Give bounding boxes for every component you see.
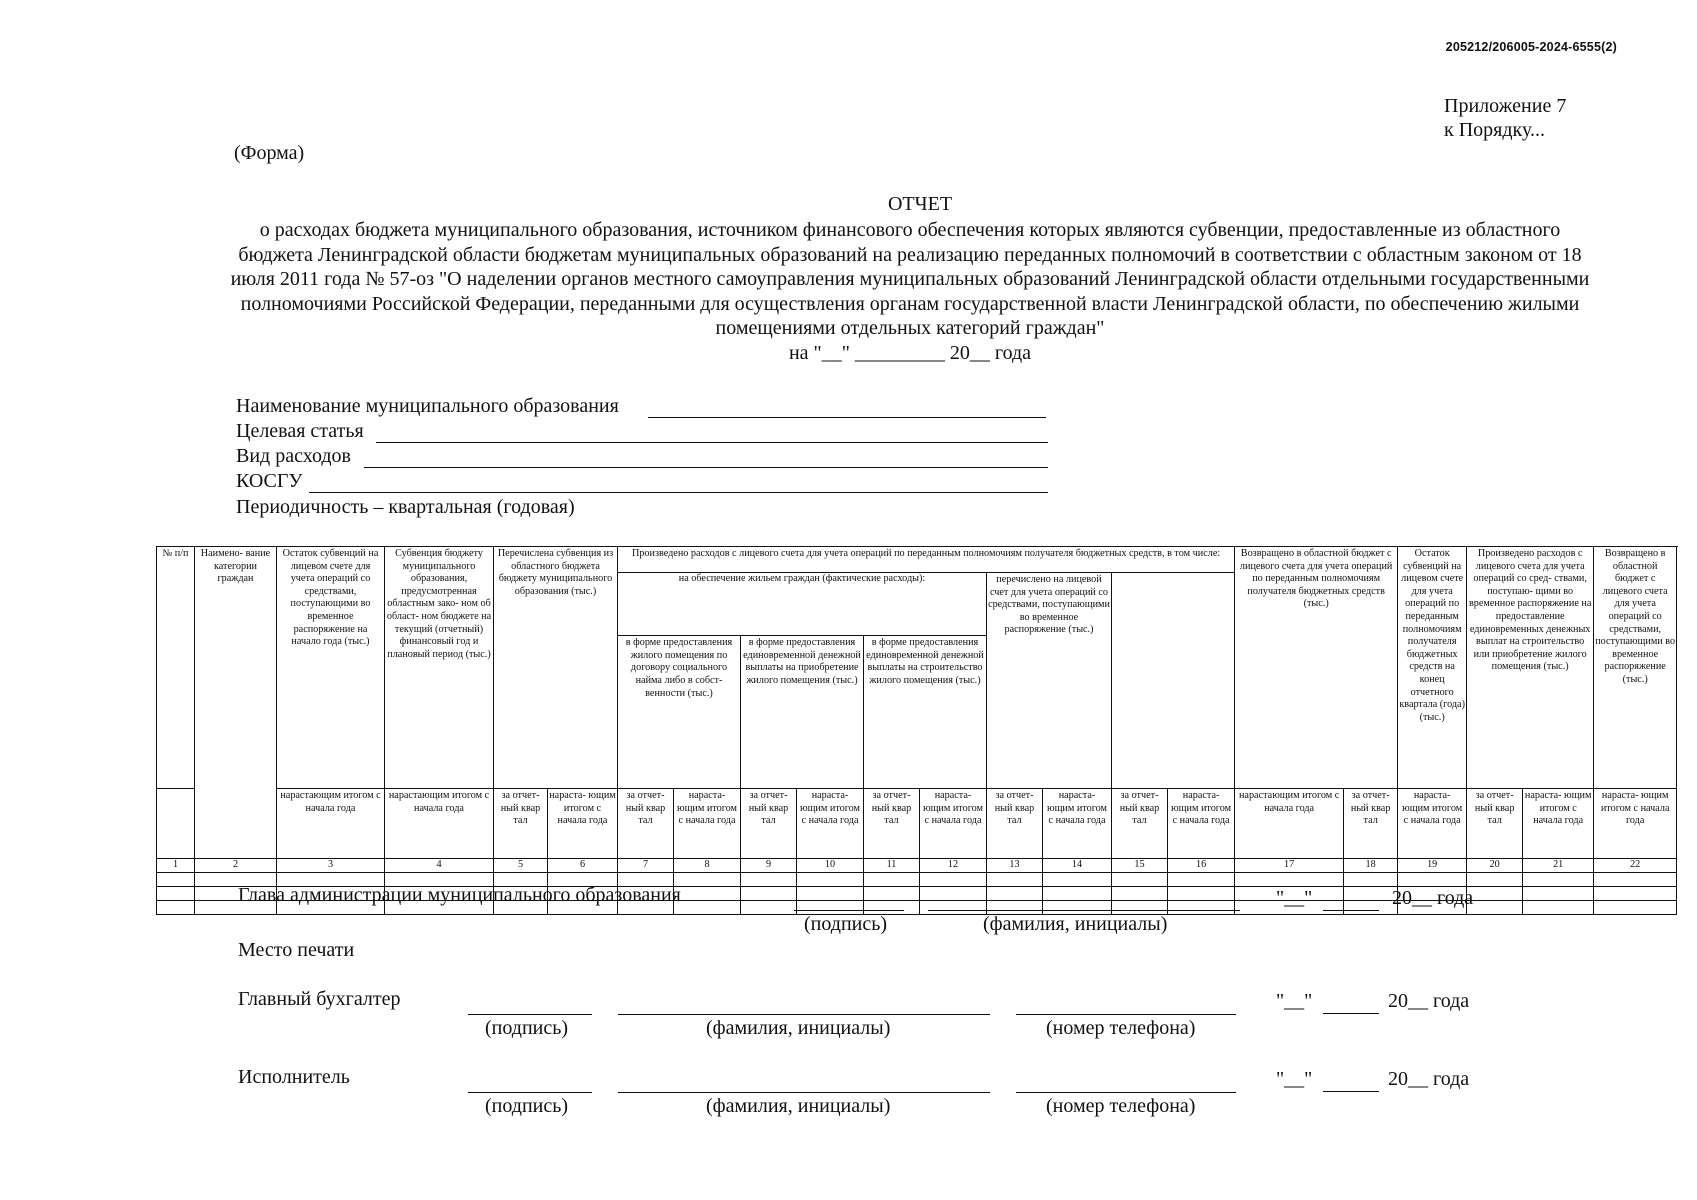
report-subtitle-text: о расходах бюджета муниципального образования, источником финансового обеспечения которых являются субвенции, предоставленные из областного бюджета Ленинградской области бюджетам муниципальных образований на реализацию переданных полномочий в соответствии с областным законом от 18 июля 2011 года № 57-оз "О наделении органов местного самоуправления муниципальных образований Ленинградской области отдельными государственными полномочиями Российской Федерации, переданными для осуществления органам государственной власти Ленинградской области, по обеспечению жилыми помещениями отдельных категорий граждан" bbox=[230, 219, 1590, 339]
header-purchase: в форме предоставления единовременной денежной выплаты на приобретение жилого помещения (тыс.) bbox=[741, 636, 864, 789]
colnum-7: 7 bbox=[618, 859, 674, 873]
sig-head-date-quote: "__" bbox=[1276, 887, 1313, 909]
sub-c6: нараста- ющим итогом с начала года bbox=[548, 789, 618, 859]
sig-executor-sign-caption: (подпись) bbox=[485, 1095, 569, 1117]
sub-c13: за отчет- ный квар тал bbox=[987, 789, 1043, 859]
form-label: (Форма) bbox=[234, 142, 305, 164]
colnum-10: 10 bbox=[797, 859, 864, 873]
sub-c20: за отчет- ный квар тал bbox=[1467, 789, 1523, 859]
sig-accountant-date-year: 20__ года bbox=[1388, 990, 1470, 1012]
sig-head-sign-line bbox=[794, 910, 904, 911]
sub-c21: нараста- ющим итогом с начала года bbox=[1523, 789, 1594, 859]
sub-num-blank bbox=[157, 789, 195, 859]
colnum-3: 3 bbox=[277, 859, 385, 873]
colnum-8: 8 bbox=[674, 859, 741, 873]
report-date-line: на "__" _________ 20__ года bbox=[788, 341, 1032, 364]
sub-c22: нараста- ющим итогом с начала года bbox=[1594, 789, 1677, 859]
header-category: Наимено- вание категории граждан bbox=[195, 547, 277, 859]
sub-c17: нарастающим итогом с начала года bbox=[1235, 789, 1344, 859]
sig-head-fio-line bbox=[928, 910, 1240, 911]
sig-executor-date-quote: "__" bbox=[1276, 1068, 1313, 1090]
sub-c18: за отчет- ный квар тал bbox=[1344, 789, 1398, 859]
sub-c11: за отчет- ный квар тал bbox=[864, 789, 920, 859]
colnum-4: 4 bbox=[385, 859, 494, 873]
sig-executor-fio-caption: (фамилия, инициалы) bbox=[706, 1095, 891, 1117]
field-periodicity: Периодичность – квартальная (годовая) bbox=[236, 496, 575, 518]
colnum-17: 17 bbox=[1235, 859, 1344, 873]
sig-head-fio-caption: (фамилия, инициалы) bbox=[983, 913, 1168, 935]
sig-head-date-year: 20__ года bbox=[1392, 887, 1474, 909]
appendix-block bbox=[1444, 94, 1566, 142]
sig-executor-date-year: 20__ года bbox=[1388, 1068, 1470, 1090]
sig-accountant-phone-line bbox=[1016, 1014, 1236, 1015]
header-housing: на обеспечение жильем граждан (фактические расходы): bbox=[618, 573, 987, 636]
field-kosgu-line bbox=[309, 492, 1048, 493]
appendix-line1: Приложение 7 bbox=[1444, 95, 1567, 117]
sub-c3: нарастающим итогом с начала года bbox=[277, 789, 385, 859]
report-table bbox=[156, 546, 1677, 915]
header-returned-temp: Возвращено в областной бюджет с лицевого счета для учета операций со средствами, поступающими во временное распоряжение (тыс.) bbox=[1594, 547, 1677, 789]
sub-c5: за отчет- ный квар тал bbox=[494, 789, 548, 859]
sig-head-date-line bbox=[1323, 910, 1379, 911]
field-expense-type-line bbox=[364, 467, 1048, 468]
sub-c19: нараста- ющим итогом с начала года bbox=[1398, 789, 1467, 859]
sub-c4: нарастающим итогом с начала года bbox=[385, 789, 494, 859]
header-num: № п/п bbox=[157, 547, 195, 789]
colnum-20: 20 bbox=[1467, 859, 1523, 873]
sub-c8: нараста- ющим итогом с начала года bbox=[674, 789, 741, 859]
sub-c7: за отчет- ный квар тал bbox=[618, 789, 674, 859]
field-municipality-line bbox=[648, 417, 1046, 418]
header-to-account: перечислено на лицевой счет для учета операций со средствами, поступающими во временное распоряжение (тыс.) bbox=[987, 573, 1112, 789]
sig-accountant-fio-caption: (фамилия, инициалы) bbox=[706, 1017, 891, 1039]
sig-executor-phone-line bbox=[1016, 1092, 1236, 1093]
document-id: 205212/206005-2024-6555(2) bbox=[1445, 40, 1617, 54]
sub-c15: за отчет- ный квар тал bbox=[1112, 789, 1168, 859]
colnum-12: 12 bbox=[920, 859, 987, 873]
colnum-15: 15 bbox=[1112, 859, 1168, 873]
stamp-label: Место печати bbox=[238, 939, 355, 961]
sig-executor-sign-line bbox=[468, 1092, 592, 1093]
field-municipality: Наименование муниципального образования bbox=[236, 395, 619, 417]
sig-head-sign-caption: (подпись) bbox=[804, 913, 888, 935]
header-returned: Возвращено в областной бюджет с лицевого счета для учета операций по переданным полномочиям получателя бюджетных средств (тыс.) bbox=[1235, 547, 1398, 789]
colnum-5: 5 bbox=[494, 859, 548, 873]
header-transferred: Перечислена субвенция из областного бюджета бюджету муниципального образования (тыс.) bbox=[494, 547, 618, 789]
sig-executor-fio-line bbox=[618, 1092, 990, 1093]
colnum-21: 21 bbox=[1523, 859, 1594, 873]
field-target-article: Целевая статья bbox=[236, 420, 364, 442]
sub-c9: за отчет- ный квар тал bbox=[741, 789, 797, 859]
sub-c10: нараста- ющим итогом с начала года bbox=[797, 789, 864, 859]
field-kosgu: КОСГУ bbox=[236, 470, 303, 492]
sig-accountant-date-line bbox=[1323, 1013, 1379, 1014]
sig-executor-phone-caption: (номер телефона) bbox=[1046, 1095, 1196, 1117]
sub-c12: нараста- ющим итогом с начала года bbox=[920, 789, 987, 859]
report-subtitle bbox=[230, 218, 1590, 365]
appendix-line2: к Порядку... bbox=[1444, 119, 1545, 141]
colnum-22: 22 bbox=[1594, 859, 1677, 873]
colnum-11: 11 bbox=[864, 859, 920, 873]
header-construction: в форме предоставления единовременной денежной выплаты на строительство жилого помещения (тыс.) bbox=[864, 636, 987, 789]
colnum-1: 1 bbox=[157, 859, 195, 873]
field-target-article-line bbox=[376, 442, 1048, 443]
header-spent: Произведено расходов с лицевого счета для учета операций по переданным полномочиям получателя бюджетных средств, в том числе: bbox=[618, 547, 1235, 573]
header-spent-temp: Произведено расходов с лицевого счета для учета операций со сред- ствами, поступаю- щими во временное распоряжение на предоставление единовременных денежных выплат на строительство или приобретение жилого помещения (тыс.) bbox=[1467, 547, 1594, 789]
colnum-13: 13 bbox=[987, 859, 1043, 873]
sig-executor-label: Исполнитель bbox=[238, 1066, 350, 1088]
colnum-19: 19 bbox=[1398, 859, 1467, 873]
colnum-9: 9 bbox=[741, 859, 797, 873]
colnum-18: 18 bbox=[1344, 859, 1398, 873]
colnum-14: 14 bbox=[1043, 859, 1112, 873]
header-balance-end: Остаток субвенций на лицевом счете для учета операций по переданным полномочиям получателя бюджетных средств на конец отчетного квартала (года) (тыс.) bbox=[1398, 547, 1467, 789]
header-social: в форме предоставления жилого помещения по договору социального найма либо в собст- венности (тыс.) bbox=[618, 636, 741, 789]
sig-head-label: Глава администрации муниципального образования bbox=[238, 884, 681, 906]
sig-accountant-sign-caption: (подпись) bbox=[485, 1017, 569, 1039]
header-subvention: Субвенция бюджету муниципального образования, предусмотренная областным зако- ном об област- ном бюджете на текущий (отчетный) финансовый год и плановый период (тыс.) bbox=[385, 547, 494, 789]
sig-accountant-phone-caption: (номер телефона) bbox=[1046, 1017, 1196, 1039]
colnum-6: 6 bbox=[548, 859, 618, 873]
column-number-row bbox=[157, 859, 1677, 873]
colnum-2: 2 bbox=[195, 859, 277, 873]
sig-accountant-fio-line bbox=[618, 1014, 990, 1015]
field-expense-type: Вид расходов bbox=[236, 445, 351, 467]
sig-executor-date-line bbox=[1323, 1091, 1379, 1092]
report-title: ОТЧЕТ bbox=[887, 193, 953, 215]
header-balance-start: Остаток субвенций на лицевом счете для учета операций со средствами, поступающими во временное распоряжение на начало года (тыс.) bbox=[277, 547, 385, 789]
sub-c14: нараста- ющим итогом с начала года bbox=[1043, 789, 1112, 859]
colnum-16: 16 bbox=[1168, 859, 1235, 873]
sig-accountant-sign-line bbox=[468, 1014, 592, 1015]
sig-accountant-date-quote: "__" bbox=[1276, 990, 1313, 1012]
sig-accountant-label: Главный бухгалтер bbox=[238, 988, 401, 1010]
sub-c16: нараста- ющим итогом с начала года bbox=[1168, 789, 1235, 859]
